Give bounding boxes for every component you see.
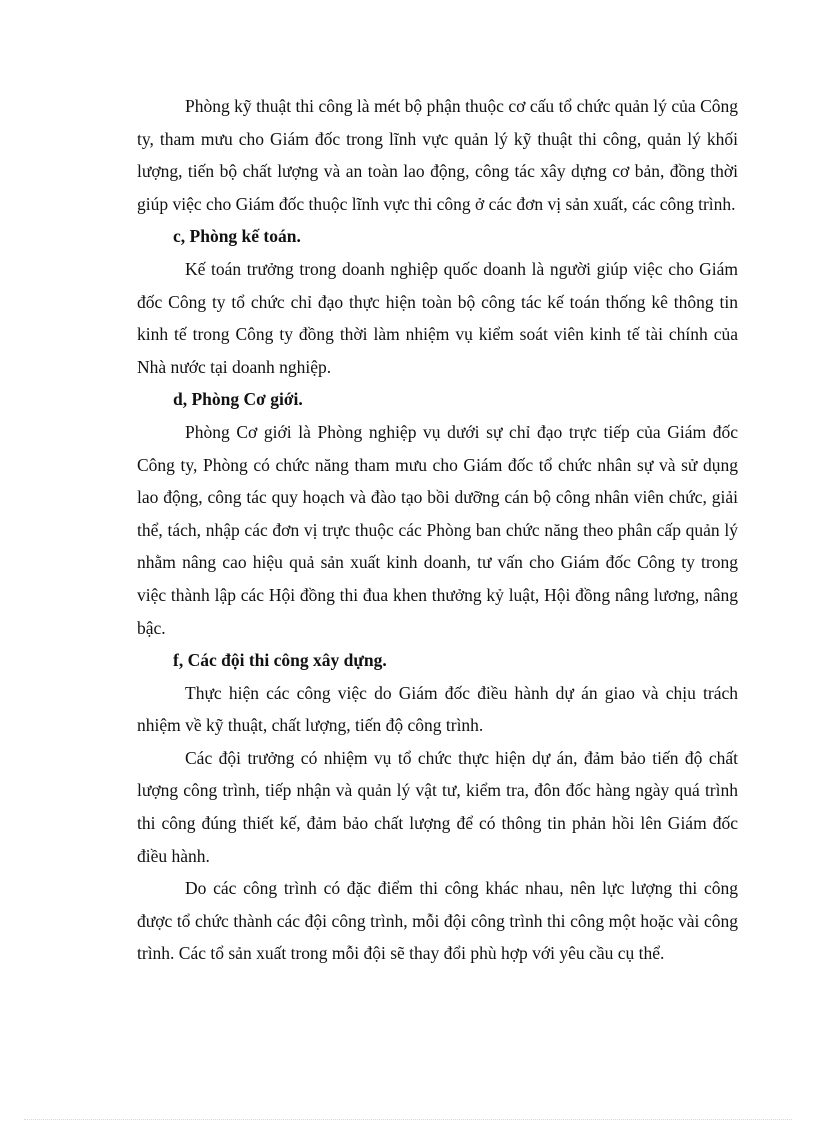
document-body xyxy=(137,90,738,970)
paragraph-mechanical-dept: Phòng Cơ giới là Phòng nghiệp vụ dưới sự chỉ đạo trực tiếp của Giám đốc Công ty, Phòng có chức năng tham mưu cho Giám đốc tổ chức nhân sự và sử dụng lao động, công tác quy hoạch và đào tạo bồi dưỡng cán bộ công nhân viên chức, giải thể, tách, nhập các đơn vị trực thuộc các Phòng ban chức năng theo phân cấp quản lý nhằm nâng cao hiệu quả sản xuất kinh doanh, tư vấn cho Giám đốc Công ty trong việc thành lập các Hội đồng thi đua khen thưởng kỷ luật, Hội đồng nâng lương, nâng bậc. xyxy=(137,421,738,638)
paragraph-team-leaders: Các đội trưởng có nhiệm vụ tổ chức thực hiện dự án, đảm bảo tiến độ chất lượng công trình, tiếp nhận và quản lý vật tư, kiểm tra, đôn đốc hàng ngày quá trình thi công đúng thiết kế, đảm bảo chất lượng để có thông tin phản hồi lên Giám đốc điều hành. xyxy=(137,747,738,866)
paragraph-accounting-dept: Kế toán trưởng trong doanh nghiệp quốc doanh là người giúp việc cho Giám đốc Công ty tổ chức chỉ đạo thực hiện toàn bộ công tác kế toán thống kê thông tin kinh tế trong Công ty đồng thời làm nhiệm vụ kiểm soát viên kinh tế tài chính của Nhà nước tại doanh nghiệp. xyxy=(137,258,738,377)
footer-divider xyxy=(24,1119,792,1120)
heading-accounting-dept: c, Phòng kế toán. xyxy=(173,226,301,247)
heading-construction-teams: f, Các đội thi công xây dựng. xyxy=(173,650,387,671)
heading-mechanical-dept: d, Phòng Cơ giới. xyxy=(173,389,303,410)
paragraph-construction-teams: Thực hiện các công việc do Giám đốc điều hành dự án giao và chịu trách nhiệm về kỹ thuật, chất lượng, tiến độ công trình. xyxy=(137,682,738,736)
paragraph-team-organization: Do các công trình có đặc điểm thi công khác nhau, nên lực lượng thi công được tổ chức thành các đội công trình, mỗi đội công trình thi công một hoặc vài công trình. Các tổ sản xuất trong mỗi đội sẽ thay đổi phù hợp với yêu cầu cụ thể. xyxy=(137,878,738,964)
paragraph-technical-dept: Phòng kỹ thuật thi công là mét bộ phận thuộc cơ cấu tổ chức quản lý của Công ty, tham mưu cho Giám đốc trong lĩnh vực quản lý kỹ thuật thi công, quản lý khối lượng, tiến bộ chất lượng và an toàn lao động, công tác xây dựng cơ bản, đồng thời giúp việc cho Giám đốc thuộc lĩnh vực thi công ở các đơn vị sản xuất, các công trình. xyxy=(137,96,738,214)
